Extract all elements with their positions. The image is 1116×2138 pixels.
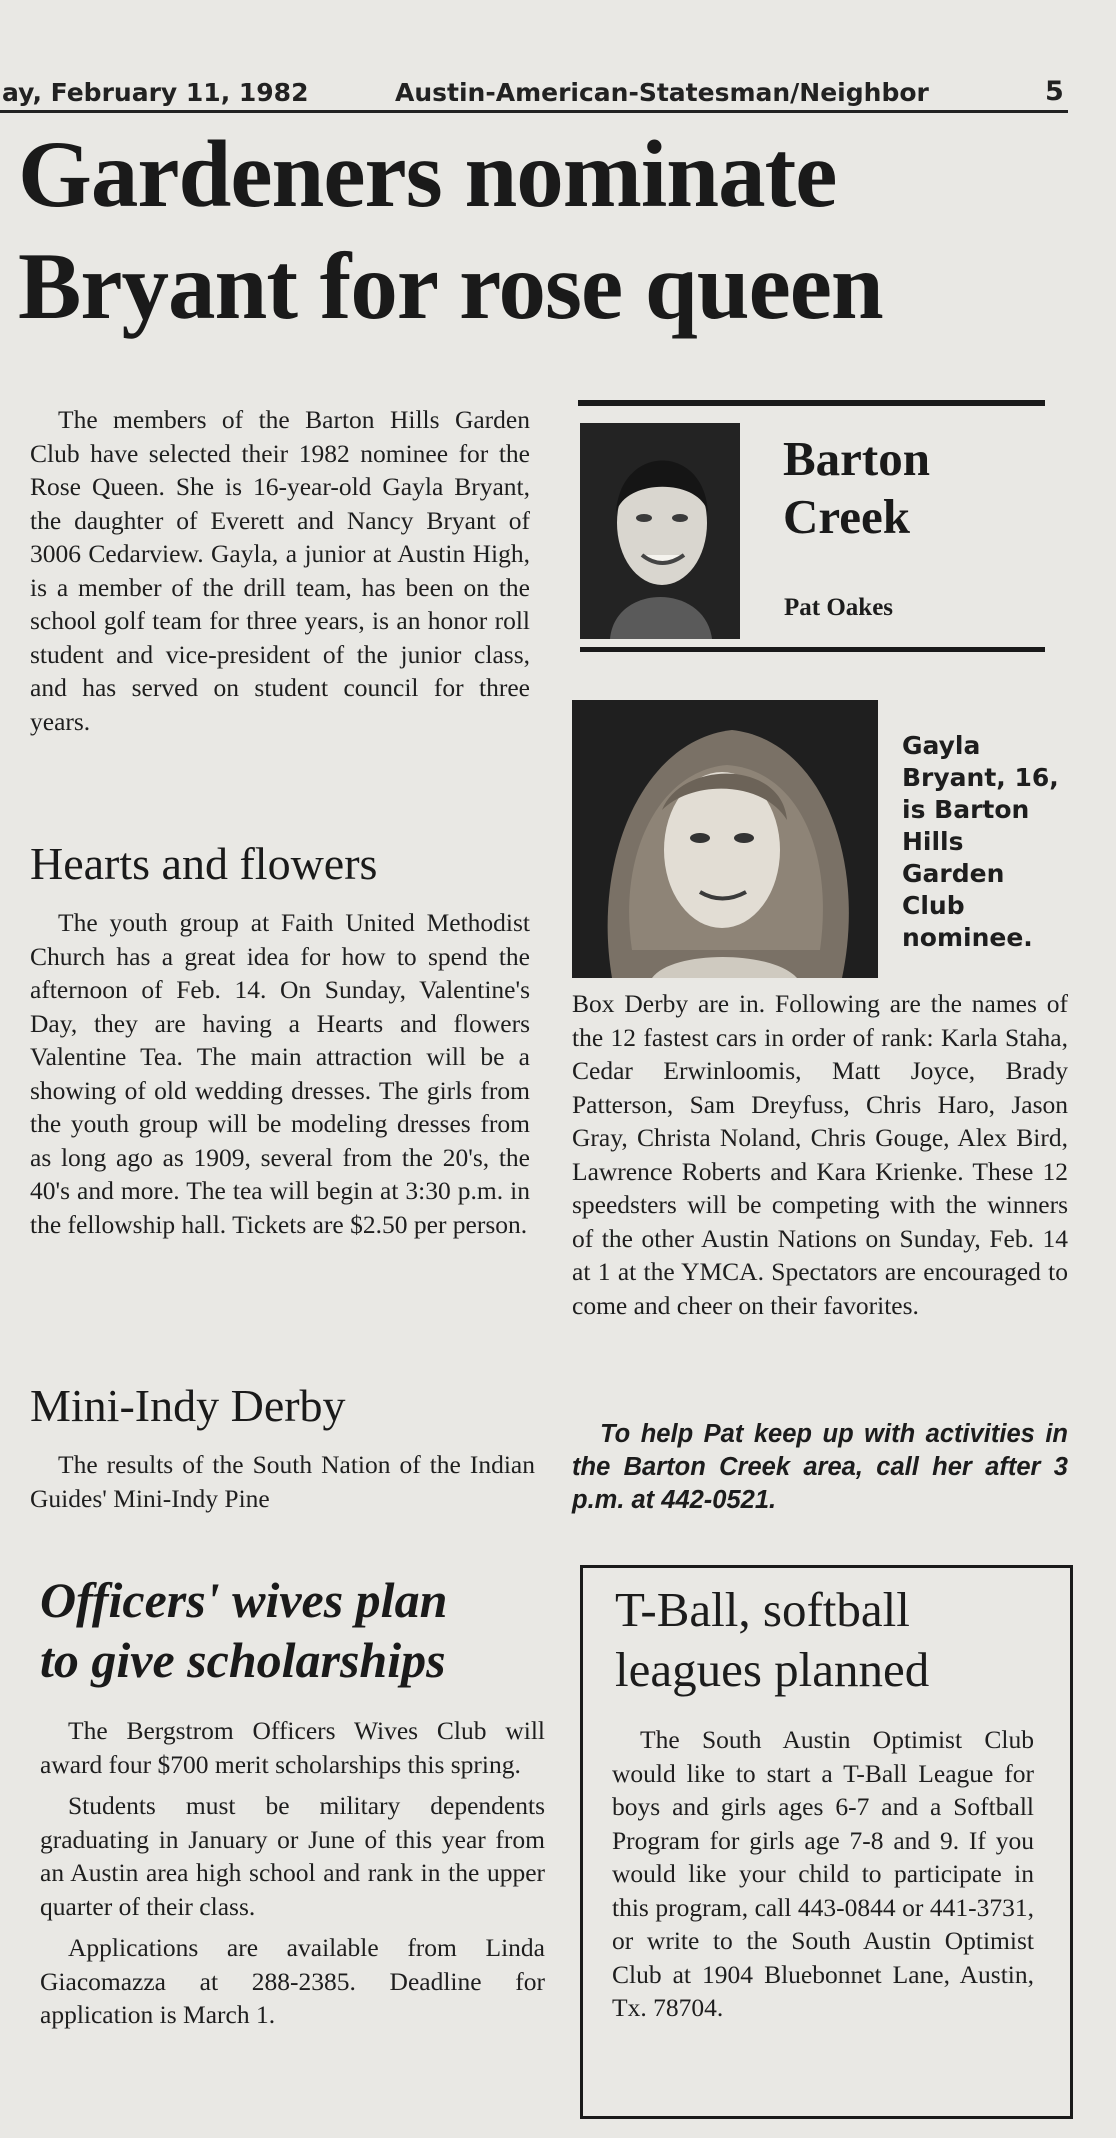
derby-heading: Mini-Indy Derby xyxy=(30,1380,346,1431)
tball-paragraph: The South Austin Optimist Club would like to start a T-Ball League for boys and girls ages 6-7 and a Softball Program for girls age 7-8 and 9. If you would like your child to participate in this program, call 443-0844 or 441-3731, or write to the South Austin Optimist Club at 1904 Bluebonnet Lane, Austin, Tx. 78704. xyxy=(612,1725,1034,2022)
officers-article xyxy=(40,1714,545,2032)
officers-paragraph-2: Students must be military dependents graduating in January or June of this year from an Austin area high school and rank in the upper quarter of their class. xyxy=(40,1791,545,1921)
columnist-portrait-icon xyxy=(580,423,740,639)
column-rule-bottom xyxy=(580,647,1045,652)
page-header xyxy=(0,74,1070,114)
intro-paragraph: The members of the Barton Hills Garden Club have selected their 1982 nominee for the Rose Queen. She is 16-year-old Gayla Bryant, the daughter of Everett and Nancy Bryant of 3006 Cedarview. Gayla, a junior at Austin High, is a member of the drill team, has been on the school golf team for three years, is an honor roll student and vice-president of the junior class, and has served on student council for three years. xyxy=(30,405,530,736)
contact-note: To help Pat keep up with activities in the Barton Creek area, call her after 3 p.m. at 442-0521. xyxy=(572,1420,1068,1514)
intro-article xyxy=(30,403,530,738)
nominee-portrait-icon xyxy=(572,700,878,978)
nominee-photo xyxy=(572,700,878,978)
officers-heading xyxy=(40,1570,560,1690)
officers-paragraph-3: Applications are available from Linda Giacomazza at 288-2385. Deadline for application is March 1. xyxy=(40,1933,545,2029)
tball-heading-line-2: leagues planned xyxy=(615,1642,930,1697)
derby-paragraph-start: The results of the South Nation of the Indian Guides' Mini-Indy Pine xyxy=(30,1450,535,1513)
photo-caption: Gayla Bryant, 16, is Barton Hills Garden Club nominee. xyxy=(902,731,1059,952)
column-byline: Pat Oakes xyxy=(784,594,894,621)
tball-heading-line-1: T-Ball, softball xyxy=(615,1582,910,1637)
derby-article-continued xyxy=(572,987,1068,1322)
tball-heading xyxy=(615,1580,1055,1700)
headline-line-2: Bryant for rose queen xyxy=(18,233,883,339)
officers-heading-line-1: Officers' wives plan xyxy=(40,1572,448,1628)
column-rule-top xyxy=(578,400,1045,406)
header-paper-name: Austin-American-Statesman/Neighbor xyxy=(395,78,929,107)
hearts-article xyxy=(30,906,530,1241)
columnist-photo xyxy=(580,423,740,639)
column-name-line-2: Creek xyxy=(783,489,910,544)
header-rule xyxy=(0,110,1068,113)
derby-paragraph-continued: Box Derby are in. Following are the names of the 12 fastest cars in order of rank: Karla Staha, Cedar Erwinloomis, Matt Joyce, Brady Patterson, Sam Dreyfuss, Chris Haro, Jason Gray, Christa Noland, Chris Gouge, Alex Bird, Lawrence Roberts and Kara Krienke. These 12 speedsters will be competing with the winners of the other Austin Nations on Sunday, Feb. 14 at 1 at the YMCA. Spectators are encouraged to come and cheer on their favorites. xyxy=(572,989,1068,1320)
column-name xyxy=(783,430,1033,546)
officers-paragraph-1: The Bergstrom Officers Wives Club will award four $700 merit scholarships this spring. xyxy=(40,1716,545,1779)
tball-article xyxy=(612,1723,1034,2025)
hearts-paragraph: The youth group at Faith United Methodist Church has a great idea for how to spend the afternoon of Feb. 14. On Sunday, Valentine's Day, they are having a Hearts and flowers Valentine Tea. The main attraction will be a showing of old wedding dresses. The girls from the youth group will be modeling dresses from as long ago as 1909, several from the 20's, the 40's and more. The tea will begin at 3:30 p.m. in the fellowship hall. Tickets are $2.50 per person. xyxy=(30,908,530,1239)
page-number: 5 xyxy=(1045,76,1064,107)
column-name-line-1: Barton xyxy=(783,431,930,486)
officers-heading-line-2: to give scholarships xyxy=(40,1632,446,1688)
main-headline xyxy=(18,118,1058,342)
hearts-heading: Hearts and flowers xyxy=(30,838,378,889)
header-date: ay, February 11, 1982 xyxy=(2,78,309,107)
derby-article-start xyxy=(30,1448,535,1515)
headline-line-1: Gardeners nominate xyxy=(18,121,837,227)
